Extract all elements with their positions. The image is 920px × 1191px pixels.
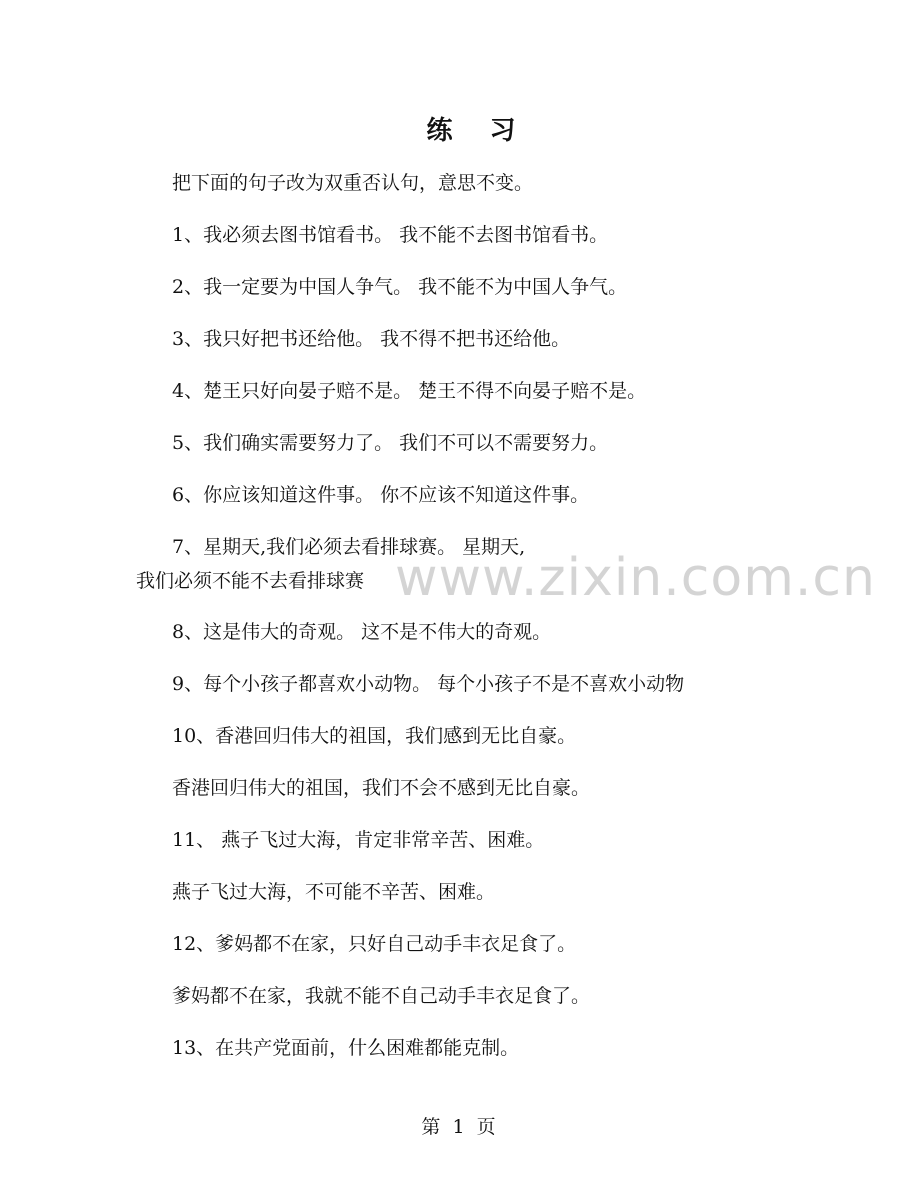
exercise-line-10-answer: 香港回归伟大的祖国，我们不会不感到无比自豪。 <box>172 777 591 799</box>
exercise-line-7-continuation: 我们必须不能不去看排球赛 <box>136 570 365 592</box>
exercise-line-11-answer: 燕子飞过大海，不可能不辛苦、困难。 <box>172 881 496 903</box>
exercise-line-12-answer: 爹妈都不在家，我就不能不自己动手丰衣足食了。 <box>172 985 591 1007</box>
exercise-line-6: 6、你应该知道这件事。 你不应该不知道这件事。 <box>172 484 590 506</box>
exercise-line-7: 7、星期天,我们必须去看排球赛。 星期天, <box>172 536 526 558</box>
exercise-line-12: 12、爹妈都不在家，只好自己动手丰衣足食了。 <box>172 933 577 955</box>
exercise-line-8: 8、这是伟大的奇观。 这不是不伟大的奇观。 <box>172 621 552 643</box>
exercise-line-2: 2、我一定要为中国人争气。 我不能不为中国人争气。 <box>172 276 628 298</box>
exercise-line-5: 5、我们确实需要努力了。 我们不可以不需要努力。 <box>172 432 609 454</box>
exercise-line-3: 3、我只好把书还给他。 我不得不把书还给他。 <box>172 328 571 350</box>
exercise-line-10: 10、香港回归伟大的祖国，我们感到无比自豪。 <box>172 725 577 747</box>
exercise-line-9: 9、每个小孩子都喜欢小动物。 每个小孩子不是不喜欢小动物 <box>172 673 685 695</box>
exercise-line-4: 4、楚王只好向晏子赔不是。 楚王不得不向晏子赔不是。 <box>172 380 647 402</box>
exercise-line-1: 1、我必须去图书馆看书。 我不能不去图书馆看书。 <box>172 224 609 246</box>
exercise-line-13: 13、在共产党面前，什么困难都能克制。 <box>172 1037 520 1059</box>
page-number: 第 1 页 <box>421 1116 499 1138</box>
watermark: www.zixin.com.cn <box>395 548 876 608</box>
exercise-line-11: 11、 燕子飞过大海，肯定非常辛苦、困难。 <box>172 829 545 851</box>
instruction-text: 把下面的句子改为双重否认句，意思不变。 <box>172 172 534 194</box>
page-title: 练 习 <box>426 116 530 146</box>
